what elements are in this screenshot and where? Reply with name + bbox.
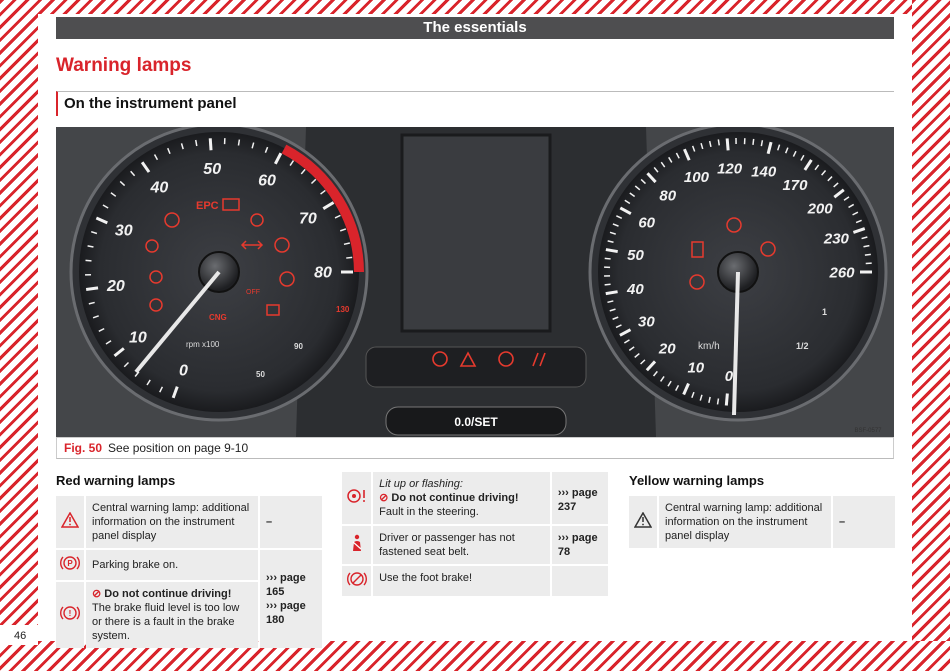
gauge-tick (718, 139, 719, 145)
border-stripes-right (912, 0, 950, 671)
gauge-tick-label: 20 (658, 340, 676, 358)
stop-warning-icon: ⊘ (379, 492, 392, 504)
gauge-tick (718, 398, 719, 404)
gauge-tick-label: 0 (178, 362, 188, 380)
lamp-text: Fault in the steering. (379, 506, 479, 518)
display-text: 0.0/SET (454, 415, 498, 429)
off-label: OFF (246, 289, 260, 296)
gauge-tick (605, 284, 611, 285)
fuel-tick-label: 1 (822, 307, 828, 317)
warning-triangle-icon (629, 496, 657, 548)
temp-tick-label: 50 (256, 370, 265, 379)
speedo-unit: km/h (698, 341, 720, 352)
gauge-tick (865, 254, 871, 255)
gauge-tick-label: 40 (150, 179, 169, 197)
gauge-tick-label: 80 (659, 187, 677, 205)
gauge-tick (726, 394, 727, 406)
lamp-warning: Do not continue driving! (104, 588, 232, 600)
middle-lamps-table (340, 470, 610, 598)
gauge-tick (606, 292, 618, 294)
gauge-tick (727, 138, 728, 150)
lamp-reference: ››› page 237 (552, 472, 608, 524)
figure-caption-text: See position on page 9-10 (108, 441, 249, 455)
svg-text:!: ! (68, 609, 72, 618)
gauge-tick-label: 60 (638, 214, 656, 232)
gauge-tick-label: 10 (687, 359, 705, 377)
gauge-tick-label: 260 (829, 264, 855, 282)
lamp-note: Lit up or flashing: (379, 478, 463, 490)
gauge-tick-label: 140 (751, 163, 777, 181)
gauge-tick (606, 250, 618, 252)
page-number: 46 (14, 630, 27, 642)
parking-brake-icon (56, 550, 84, 580)
stop-warning-icon: ⊘ (92, 588, 105, 600)
steering-fault-icon (342, 472, 371, 524)
lamp-description: Driver or passenger has not fastened seat belt. (373, 526, 550, 564)
table-row (342, 472, 608, 524)
table-row (342, 566, 608, 596)
lamp-warning: Do not continue driving! (391, 492, 519, 504)
lamp-description (86, 582, 258, 648)
border-stripes-top (0, 0, 950, 14)
fuel-tick-label: 1/2 (796, 341, 809, 351)
lamp-reference (552, 566, 608, 596)
gauge-tick-label: 170 (782, 177, 808, 195)
gauge-tick (605, 258, 611, 259)
gauge-tick-label: 70 (299, 210, 317, 228)
lamp-reference: ››› page 78 (552, 526, 608, 564)
brake-fault-icon (56, 582, 84, 648)
chapter-header: The essentials (56, 17, 894, 39)
tacho-unit: rpm x100 (186, 340, 220, 349)
gauge-tick-label: 200 (807, 200, 833, 218)
instrument-panel-figure (56, 127, 894, 437)
gauge-tick (753, 139, 754, 145)
gauge-tick-label: 50 (203, 160, 222, 178)
yellow-lamps-table (627, 494, 897, 550)
speedometer (590, 127, 886, 420)
temp-tick-label: 130 (336, 305, 350, 314)
gauge-tick (196, 140, 197, 146)
border-stripes-left (0, 0, 38, 671)
gauge-tick-label: 100 (683, 168, 709, 186)
gauge-tick-label: 30 (638, 313, 655, 331)
gauge-tick (86, 260, 92, 261)
figure-caption (56, 437, 894, 459)
lamp-text: The brake fluid level is too low or there is a fault in the brake system. (92, 602, 240, 642)
table-row (629, 496, 895, 548)
tachometer (71, 127, 367, 420)
figure-label: Fig. 50 (64, 441, 103, 455)
gauge-tick (210, 138, 211, 150)
red-lamps-heading: Red warning lamps (56, 473, 176, 488)
gauge-tick (346, 257, 352, 258)
svg-text:P: P (67, 559, 73, 568)
lamp-description: Parking brake on. (86, 550, 258, 580)
gauge-tick-label: 20 (106, 278, 125, 296)
lamp-reference: ››› page 165 ››› page 180 (260, 550, 322, 648)
gauge-tick-label: 60 (258, 172, 276, 190)
page-subtitle: On the instrument panel (64, 95, 237, 112)
lamp-description: Central warning lamp: additional information on the instrument panel display (659, 496, 831, 548)
seatbelt-icon (342, 526, 371, 564)
table-row (56, 550, 322, 580)
gauge-tick-label: 0 (724, 367, 734, 385)
table-row (56, 496, 322, 548)
cng-label: CNG (209, 313, 227, 322)
warning-triangle-icon (56, 496, 84, 548)
figure-code: BSF-0577 (854, 428, 882, 434)
gauge-tick (86, 288, 98, 290)
instrument-cluster (56, 127, 894, 437)
epc-label: EPC (196, 200, 219, 212)
lamp-description: Central warning lamp: additional information on the instrument panel display (86, 496, 258, 548)
gauge-tick-label: 30 (114, 222, 133, 240)
table-row (342, 526, 608, 564)
lamp-description: Use the foot brake! (373, 566, 550, 596)
gauge-tick-label: 40 (627, 281, 644, 299)
gauge-tick-label: 10 (128, 329, 147, 347)
foot-brake-icon (342, 566, 371, 596)
lamp-description (373, 472, 550, 524)
gauge-tick-label: 120 (717, 160, 743, 178)
lamp-reference: – (833, 496, 895, 548)
gauge-tick-label: 230 (823, 230, 849, 248)
gauge-tick (238, 140, 239, 146)
red-lamps-table (54, 494, 324, 650)
page-title: Warning lamps (56, 55, 192, 76)
gauge-tick-label: 50 (627, 246, 644, 264)
lamp-reference: – (260, 496, 322, 548)
gauge-tick-label: 80 (314, 264, 332, 282)
temp-tick-label: 90 (294, 342, 303, 351)
yellow-lamps-heading: Yellow warning lamps (629, 473, 765, 488)
